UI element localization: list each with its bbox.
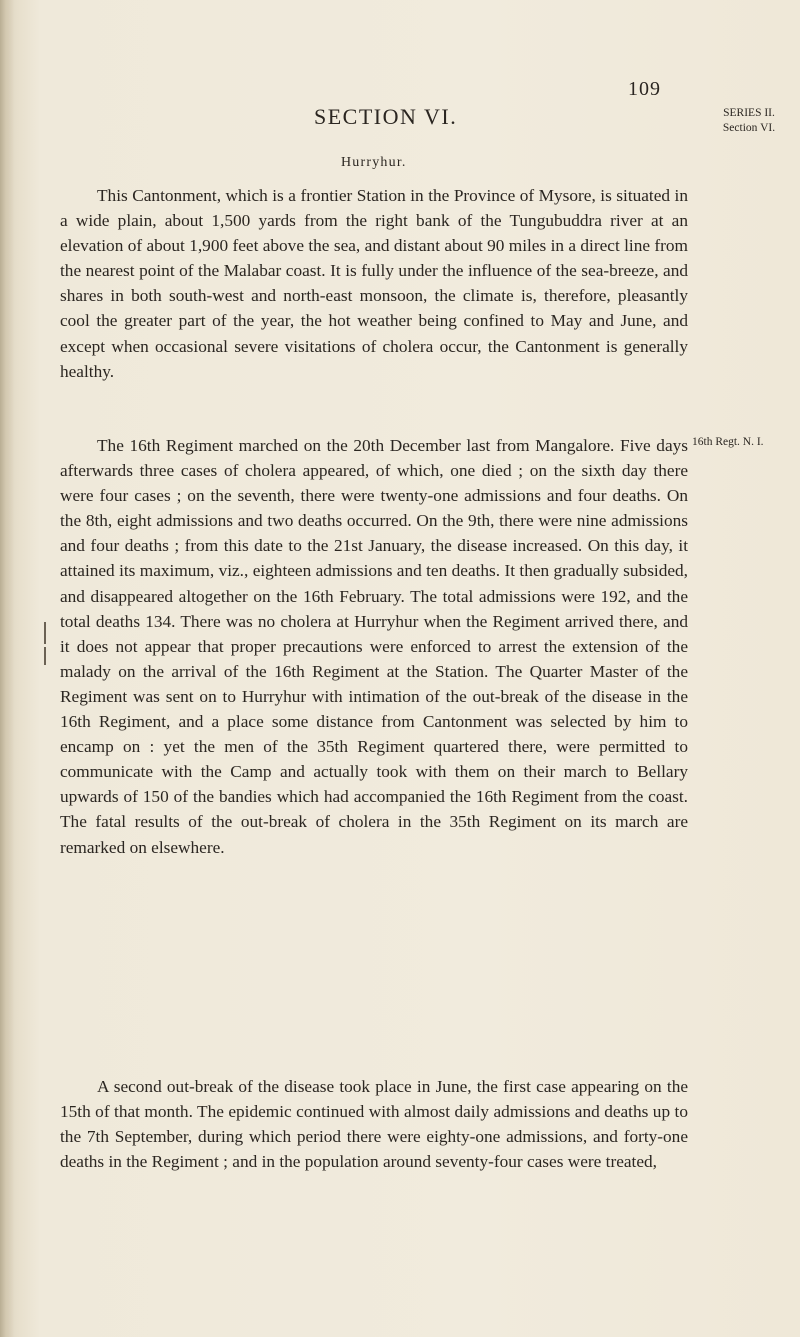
paragraph-text: A second out-break of the disease took place in June, the first case appearing on the 15th of that month. The epidemic continued with almost daily admissions and deaths up to the 7th September, during which period there were eighty-one admissions, and forty-one deaths in the Regiment ; and in the population around seventy-four cases were treated, xyxy=(60,1077,688,1172)
body-paragraph xyxy=(60,183,688,384)
page-number: 109 xyxy=(628,78,661,100)
margin-rule-mark xyxy=(44,647,46,665)
station-subtitle: Hurryhur. xyxy=(341,155,407,170)
binding-shadow xyxy=(0,0,14,1337)
marginal-series-line: SERIES II. xyxy=(723,107,775,119)
marginal-regiment-note: 16th Regt. N. I. xyxy=(692,436,764,448)
body-paragraph xyxy=(60,433,688,860)
body-paragraph xyxy=(60,1074,688,1174)
section-title: SECTION VI. xyxy=(314,104,458,129)
marginal-series-note xyxy=(706,106,792,136)
paragraph-text: The 16th Regiment marched on the 20th December last from Mangalore. Five days afterwards three cases of cholera appeared, of which, one died ; on the sixth day there were four cases ; on the seventh, there were twenty-one admissions and four deaths. On the 8th, eight admissions and two deaths occurred. On the 9th, there were nine admissions and four deaths ; from this date to the 21st January, the disease increased. On this day, it attained its maximum, viz., eighteen admissions and ten deaths. It then gradually subsided, and disappeared altogether on the 16th February. The total admissions were 192, and the total deaths 134. There was no cholera at Hurryhur when the Regiment arrived there, and it does not appear that proper precautions were enforced to arrest the extension of the malady on the arrival of the 16th Regiment at the Station. The Quarter Master of the Regiment was sent on to Hurryhur with intimation of the out-break of the disease in the 16th Regiment, and a place some distance from Cantonment was selected by him to encamp on : yet the men of the 35th Regiment quartered there, were permitted to communicate with the Camp and actually took with them on their march to Bellary upwards of 150 of the bandies which had accompanied the 16th Regiment from the coast. The fatal results of the out-break of cholera in the 35th Regiment on its march are remarked on elsewhere. xyxy=(60,436,688,857)
marginal-section-line: Section VI. xyxy=(722,122,776,134)
margin-rule-mark xyxy=(44,622,46,644)
paragraph-text: This Cantonment, which is a frontier Station in the Province of Mysore, is situated in a wide plain, about 1,500 yards from the right bank of the Tungubuddra river at an elevation of about 1,900 feet above the sea, and distant about 90 miles in a direct line from the nearest point of the Malabar coast. It is fully under the influence of the sea-breeze, and shares in both south-west and north-east monsoon, the climate is, therefore, pleasantly cool the greater part of the year, the hot weather being confined to May and June, and except when occasional severe visitations of cholera occur, the Cantonment is generally healthy. xyxy=(60,186,688,381)
